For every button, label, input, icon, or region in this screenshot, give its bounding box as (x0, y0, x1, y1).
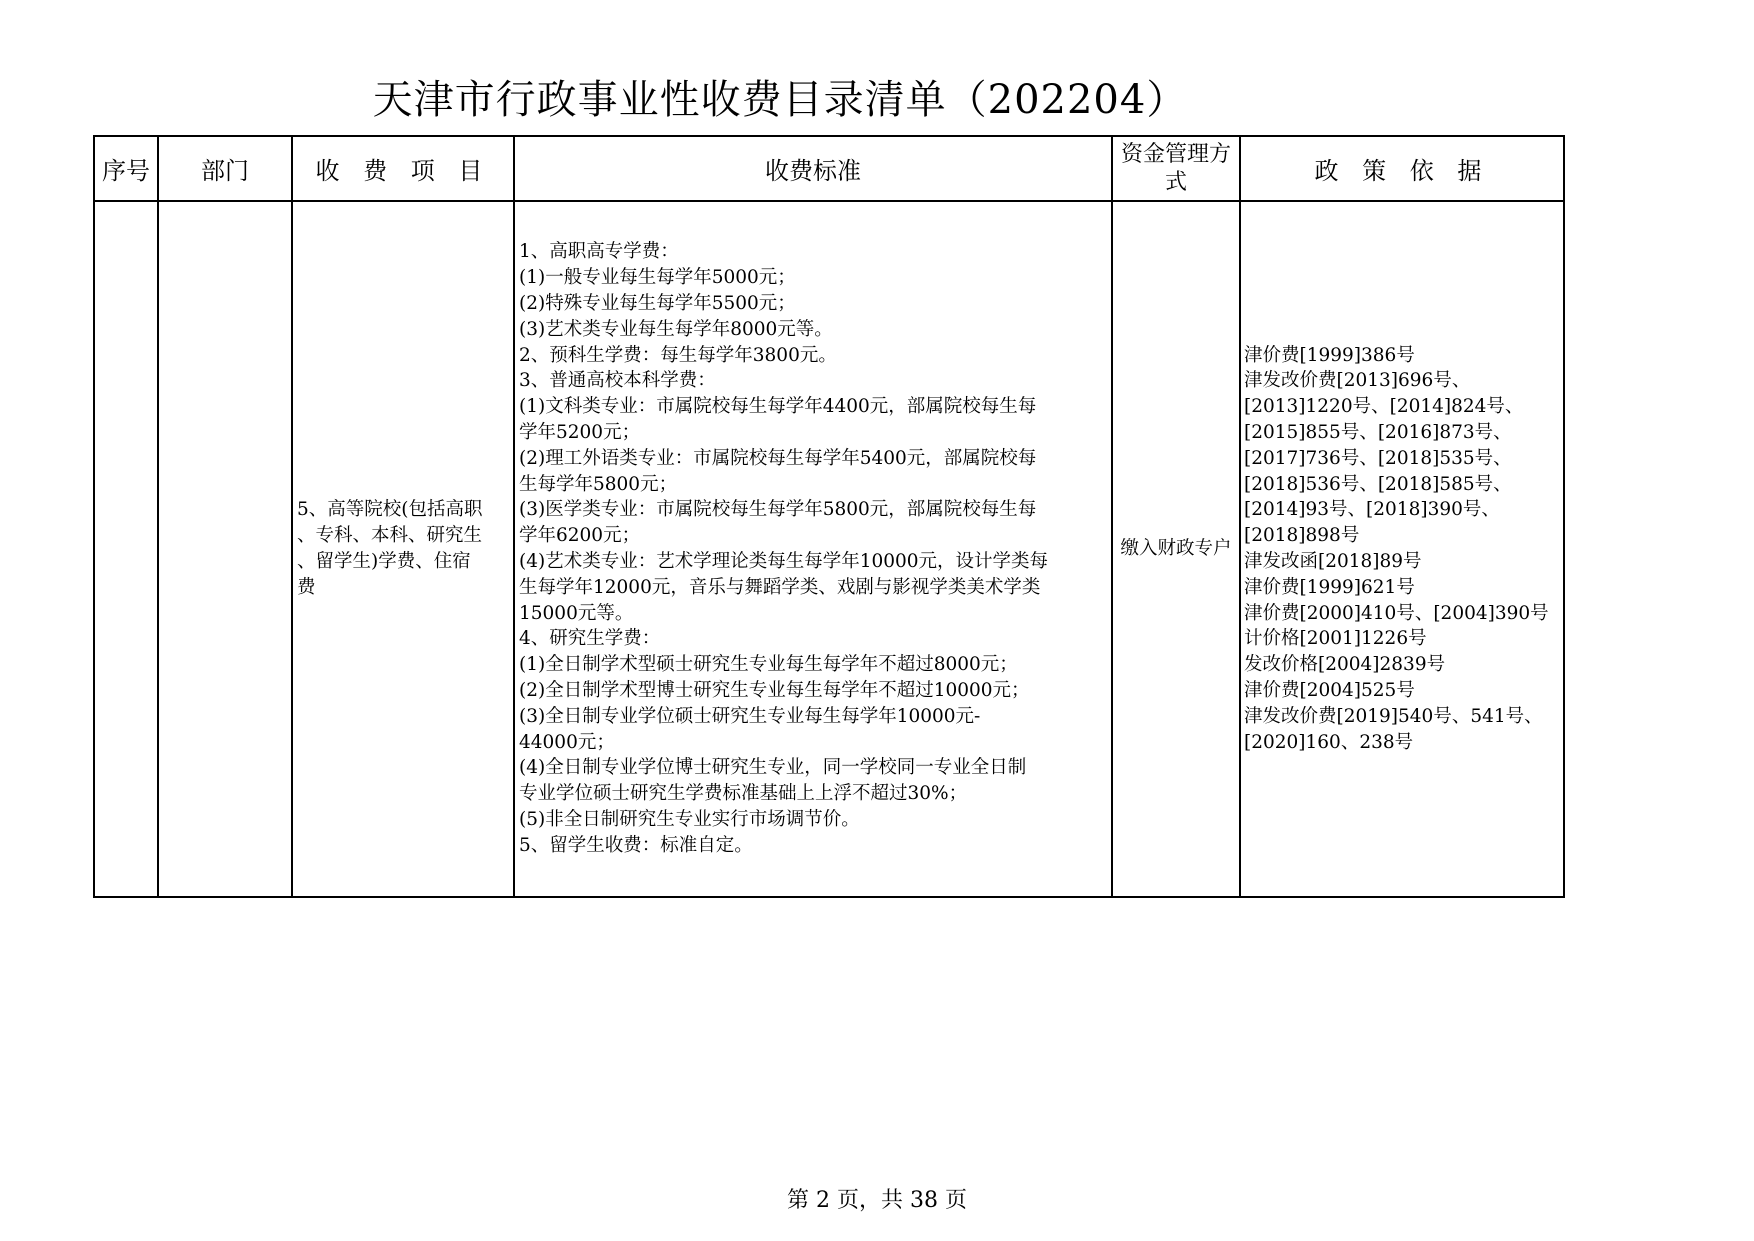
policy-line: 计价格[2001]1226号 (1244, 628, 1427, 650)
standard-line: 专业学位硕士研究生学费标准基础上上浮不超过30%； (519, 783, 968, 805)
policy-line: [2020]160、238号 (1244, 731, 1414, 753)
standard-line: 4、研究生学费： (519, 628, 661, 650)
standard-line: (1)文科类专业：市属院校每生每学年4400元，部属院校每生每 (519, 396, 1037, 418)
cell-fund-management: 缴入财政专户 (1112, 201, 1240, 897)
table-row (94, 201, 1564, 897)
fee-catalog-table (93, 135, 1565, 898)
standard-line: (1)全日制学术型硕士研究生专业每生每学年不超过8000元； (519, 654, 1018, 676)
standard-line: (1)一般专业每生每学年5000元； (519, 267, 796, 289)
policy-line: 津发改价费[2013]696号、 (1244, 370, 1471, 392)
cell-fee-standard (514, 201, 1112, 897)
header-index: 序号 (94, 136, 158, 201)
standard-line: (3)艺术类专业每生每学年8000元等。 (519, 318, 833, 340)
header-fund-management: 资金管理方式 (1112, 136, 1240, 201)
policy-line: 津价费[2004]525号 (1244, 679, 1415, 701)
table-header-row (94, 136, 1564, 201)
standard-line: (4)艺术类专业：艺术学理论类每生每学年10000元，设计学类每 (519, 551, 1049, 572)
standard-line: (3)医学类专业：市属院校每生每学年5800元，部属院校每生每 (519, 499, 1037, 521)
policy-line: [2013]1220号、[2014]824号、 (1244, 396, 1524, 418)
standard-line: 生每学年12000元，音乐与舞蹈学类、戏剧与影视学类美术学类 (519, 576, 1041, 598)
header-department: 部门 (158, 136, 292, 201)
standard-line: 2、预科生学费：每生每学年3800元。 (519, 344, 837, 366)
cell-fee-item: 5、高等院校(包括高职 、专科、本科、研究生 、留学生)学费、住宿 费 (292, 201, 514, 897)
standard-line: 学年6200元； (519, 525, 641, 547)
standard-line: (2)特殊专业每生每学年5500元； (519, 293, 796, 315)
policy-line: [2018]536号、[2018]585号、 (1244, 473, 1512, 495)
standard-line: 5、留学生收费：标准自定。 (519, 834, 753, 856)
policy-line: 津发改价费[2019]540号、541号、 (1244, 705, 1543, 727)
standard-line: 44000元； (519, 731, 615, 753)
standard-line: 生每学年5800元； (519, 473, 678, 495)
policy-line: 津价费[2000]410号、[2004]390号 (1244, 602, 1549, 624)
standard-line: 3、普通高校本科学费： (519, 370, 716, 392)
policy-line: [2014]93号、[2018]390号、 (1244, 499, 1500, 521)
policy-line: 发改价格[2004]2839号 (1244, 654, 1446, 676)
policy-line: [2017]736号、[2018]535号、 (1244, 447, 1512, 469)
document-title: 天津市行政事业性收费目录清单（202204） (372, 77, 1188, 123)
standard-line: 15000元等。 (519, 602, 634, 624)
policy-line: 津发改函[2018]89号 (1244, 551, 1422, 572)
standard-line: (3)全日制专业学位硕士研究生专业每生每学年10000元- (519, 705, 981, 727)
cell-index (94, 201, 158, 897)
cell-policy-basis (1240, 201, 1564, 897)
standard-line: 学年5200元； (519, 422, 641, 444)
standard-line: (2)全日制学术型博士研究生专业每生每学年不超过10000元； (519, 679, 1030, 701)
standard-line: (2)理工外语类专业：市属院校每生每学年5400元，部属院校每 (519, 447, 1037, 469)
header-item: 收 费 项 目 (292, 136, 514, 201)
standard-line: (5)非全日制研究生专业实行市场调节价。 (519, 808, 860, 830)
standard-line: 1、高职高专学费： (519, 241, 679, 263)
policy-line: 津价费[1999]621号 (1244, 576, 1415, 598)
policy-line: [2015]855号、[2016]873号、 (1244, 422, 1512, 444)
page-number: 第 2 页，共 38 页 (787, 1188, 967, 1213)
header-standard: 收费标准 (514, 136, 1112, 201)
policy-line: [2018]898号 (1244, 525, 1360, 547)
policy-line: 津价费[1999]386号 (1244, 344, 1415, 366)
header-policy-basis: 政 策 依 据 (1240, 136, 1564, 201)
standard-line: (4)全日制专业学位博士研究生专业，同一学校同一专业全日制 (519, 757, 1027, 779)
cell-department (158, 201, 292, 897)
